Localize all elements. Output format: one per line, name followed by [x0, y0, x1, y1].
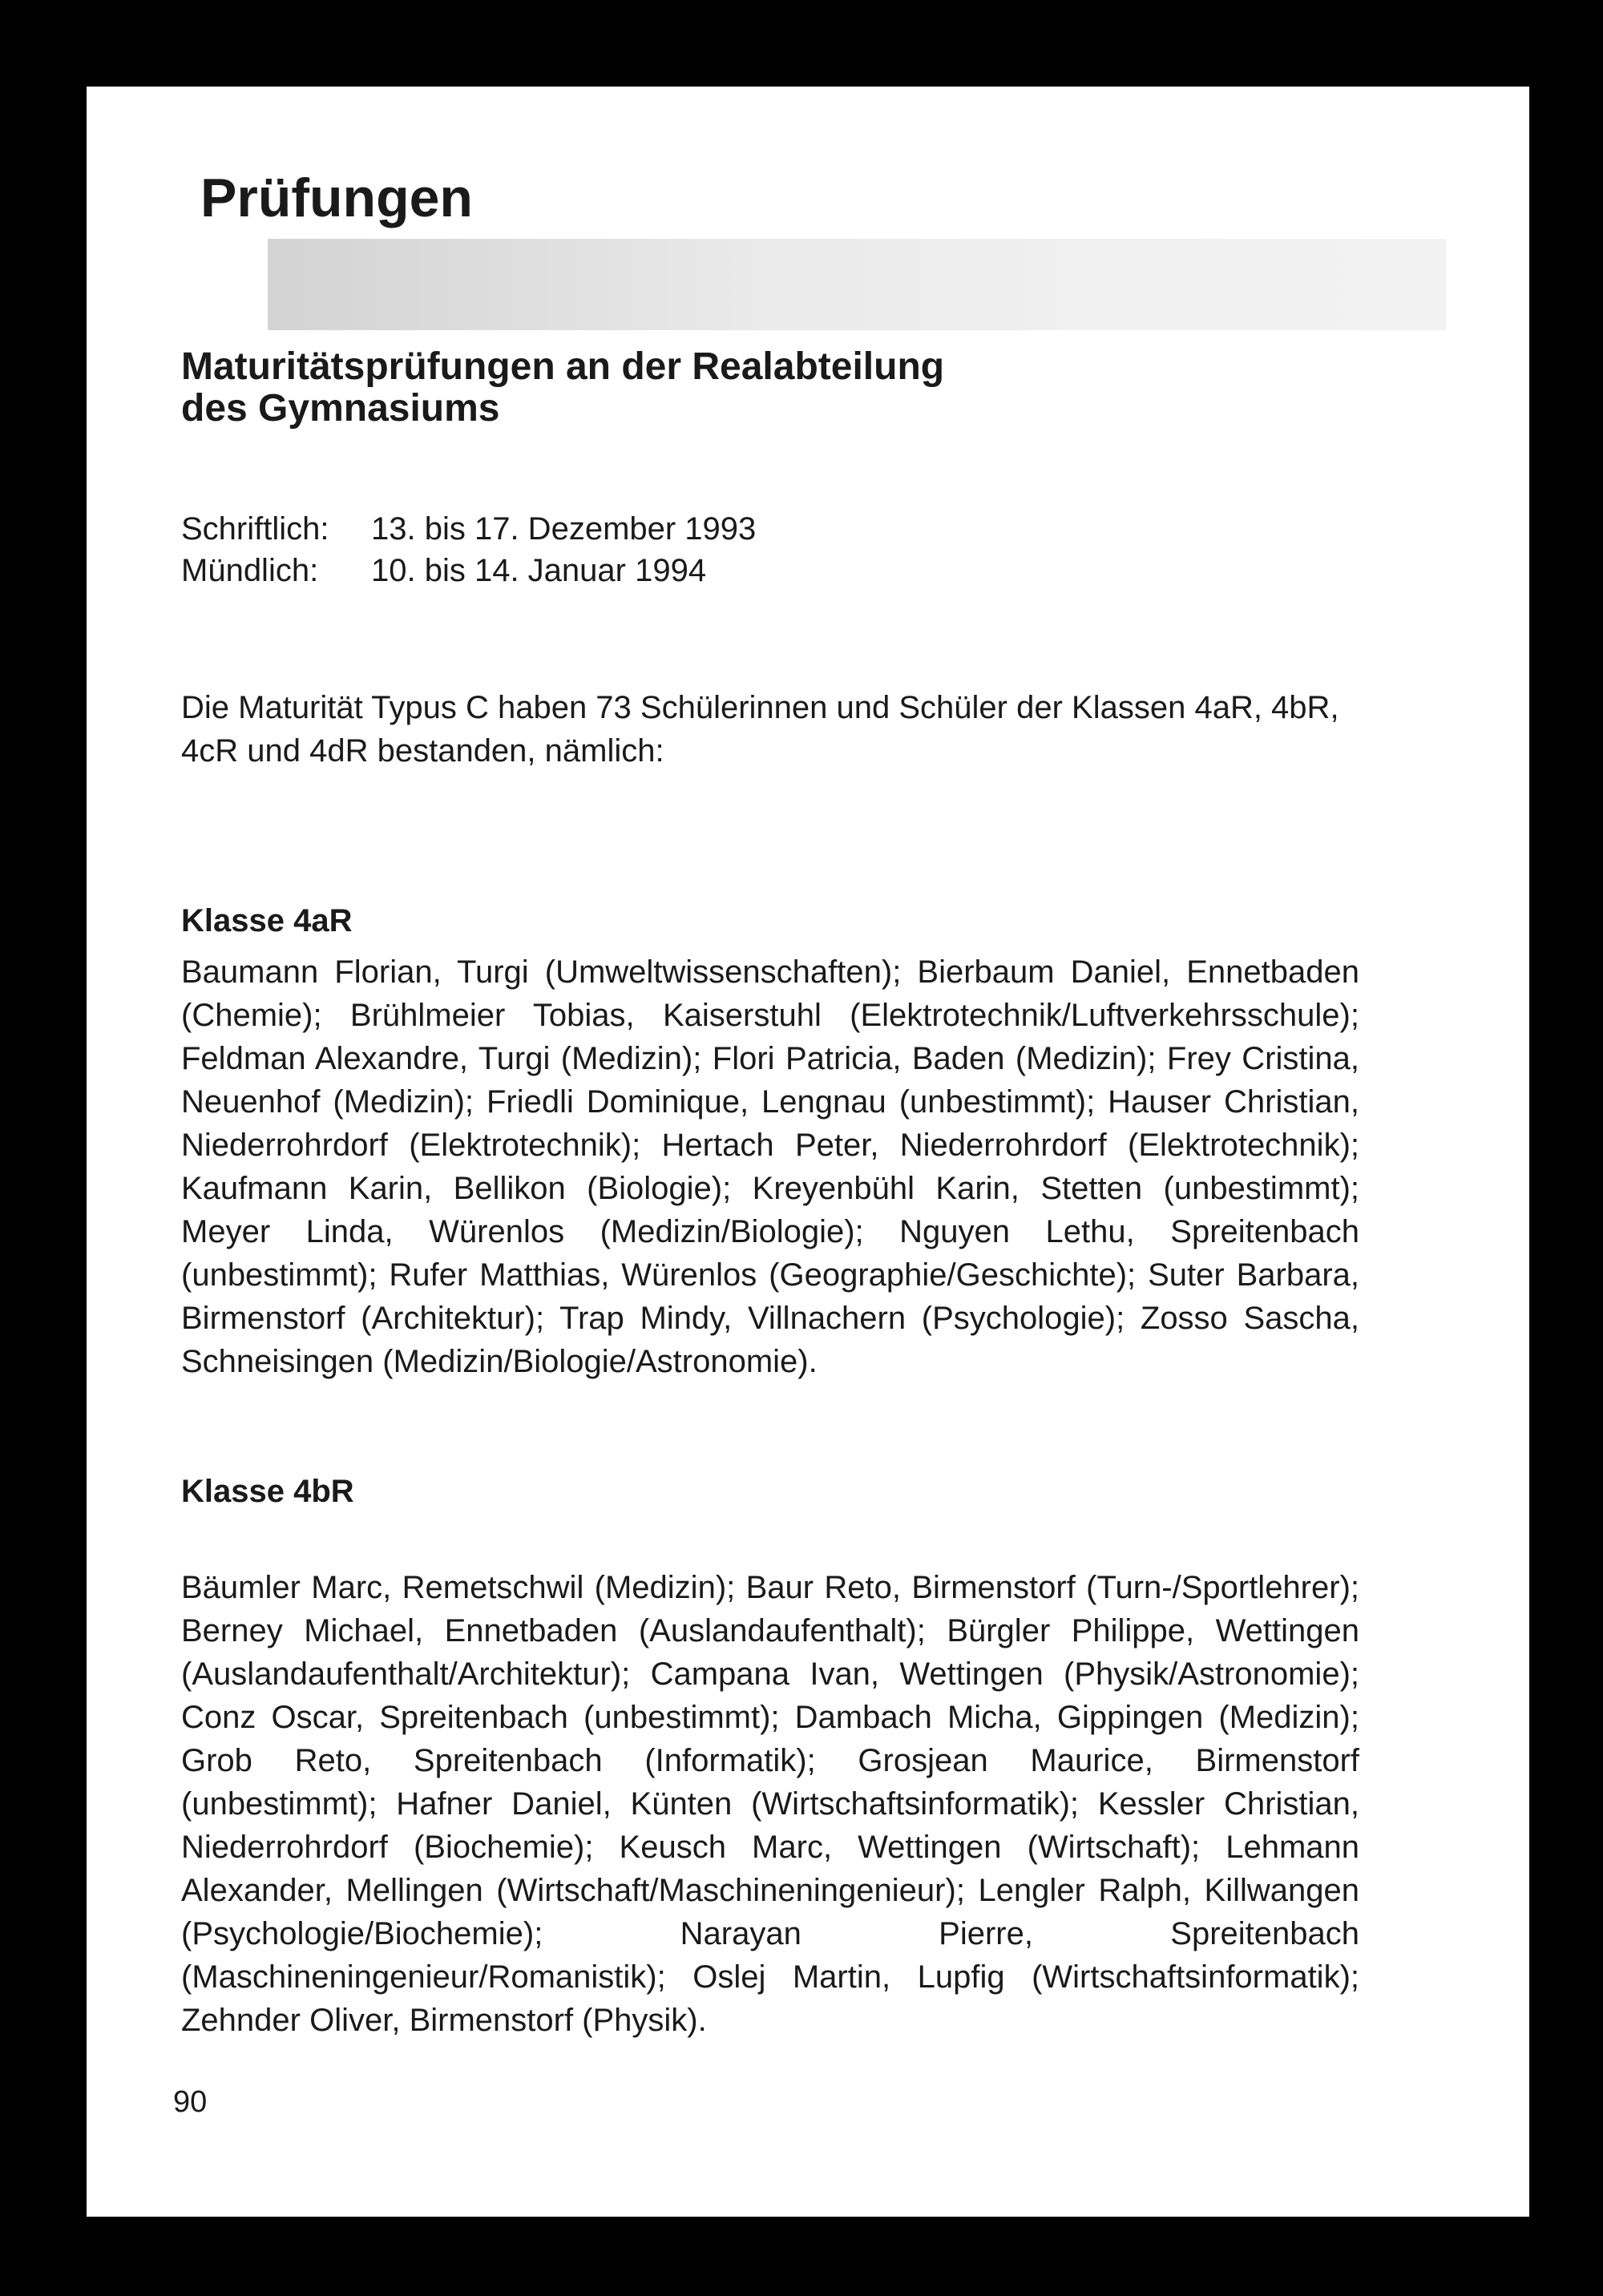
- class-heading-4ar: Klasse 4aR: [181, 903, 353, 938]
- heading-line-2: des Gymnasiums: [181, 387, 500, 430]
- date-row-oral: [181, 550, 756, 591]
- class-heading-4br: Klasse 4bR: [181, 1474, 354, 1509]
- date-value: 10. bis 14. Januar 1994: [371, 553, 707, 588]
- section-title: Prüfungen: [200, 167, 473, 228]
- class-list-4ar: Baumann Florian, Turgi (Umweltwissenschaften); Bierbaum Daniel, Ennetbaden (Chemie); Brühlmeier Tobias, Kaiserstuhl (Elektrotechnik/Luftverkehrsschule); Feldman Alexandre, Turgi (Medizin); Flori Patricia, Baden (Medizin); Frey Cristina, Neuenhof (Medizin); Friedli Dominique, Lengnau (unbestimmt); Hauser Christian, Niederrohrdorf (Elektrotechnik); Hertach Peter, Niederrohrdorf (Elektrotechnik); Kaufmann Karin, Bellikon (Biologie); Kreyenbühl Karin, Stetten (unbestimmt); Meyer Linda, Würenlos (Medizin/Biologie); Nguyen Lethu, Spreitenbach (unbestimmt); Rufer Matthias, Würenlos (Geographie/Geschichte); Suter Barbara, Birmenstorf (Architektur); Trap Mindy, Villnachern (Psychologie); Zosso Sascha, Schneisingen (Medizin/Biologie/Astronomie).: [181, 954, 1359, 1379]
- heading-line-1: Maturitätsprüfungen an der Realabteilung: [181, 345, 945, 388]
- intro-paragraph: Die Maturität Typus C haben 73 Schülerinnen und Schüler der Klassen 4aR, 4bR, 4cR und 4dR bestanden, nämlich:: [181, 690, 1339, 769]
- section-banner: [268, 239, 1446, 330]
- exam-dates: [181, 508, 756, 591]
- date-value: 13. bis 17. Dezember 1993: [371, 511, 757, 547]
- date-label: Schriftlich:: [181, 511, 329, 547]
- page-number: 90: [173, 2085, 208, 2119]
- date-label: Mündlich:: [181, 553, 319, 588]
- document-heading: [181, 346, 1223, 430]
- date-row-written: [181, 508, 756, 550]
- class-list-4br: Bäumler Marc, Remetschwil (Medizin); Baur Reto, Birmenstorf (Turn-/Sportlehrer); Berney Michael, Ennetbaden (Auslandaufenthalt); Bürgler Philippe, Wettingen (Auslandaufenthalt/Architektur); Campana Ivan, Wettingen (Physik/Astronomie); Conz Oscar, Spreitenbach (unbestimmt); Dambach Micha, Gippingen (Medizin); Grob Reto, Spreitenbach (Informatik); Grosjean Maurice, Birmenstorf (unbestimmt); Hafner Daniel, Künten (Wirtschaftsinformatik); Kessler Christian, Niederrohrdorf (Biochemie); Keusch Marc, Wettingen (Wirtschaft); Lehmann Alexander, Mellingen (Wirtschaft/Maschineningenieur); Lengler Ralph, Killwangen (Psychologie/Biochemie); Narayan Pierre, Spreitenbach (Maschineningenieur/Romanistik); Oslej Martin, Lupfig (Wirtschaftsinformatik); Zehnder Oliver, Birmenstorf (Physik).: [181, 1570, 1359, 2038]
